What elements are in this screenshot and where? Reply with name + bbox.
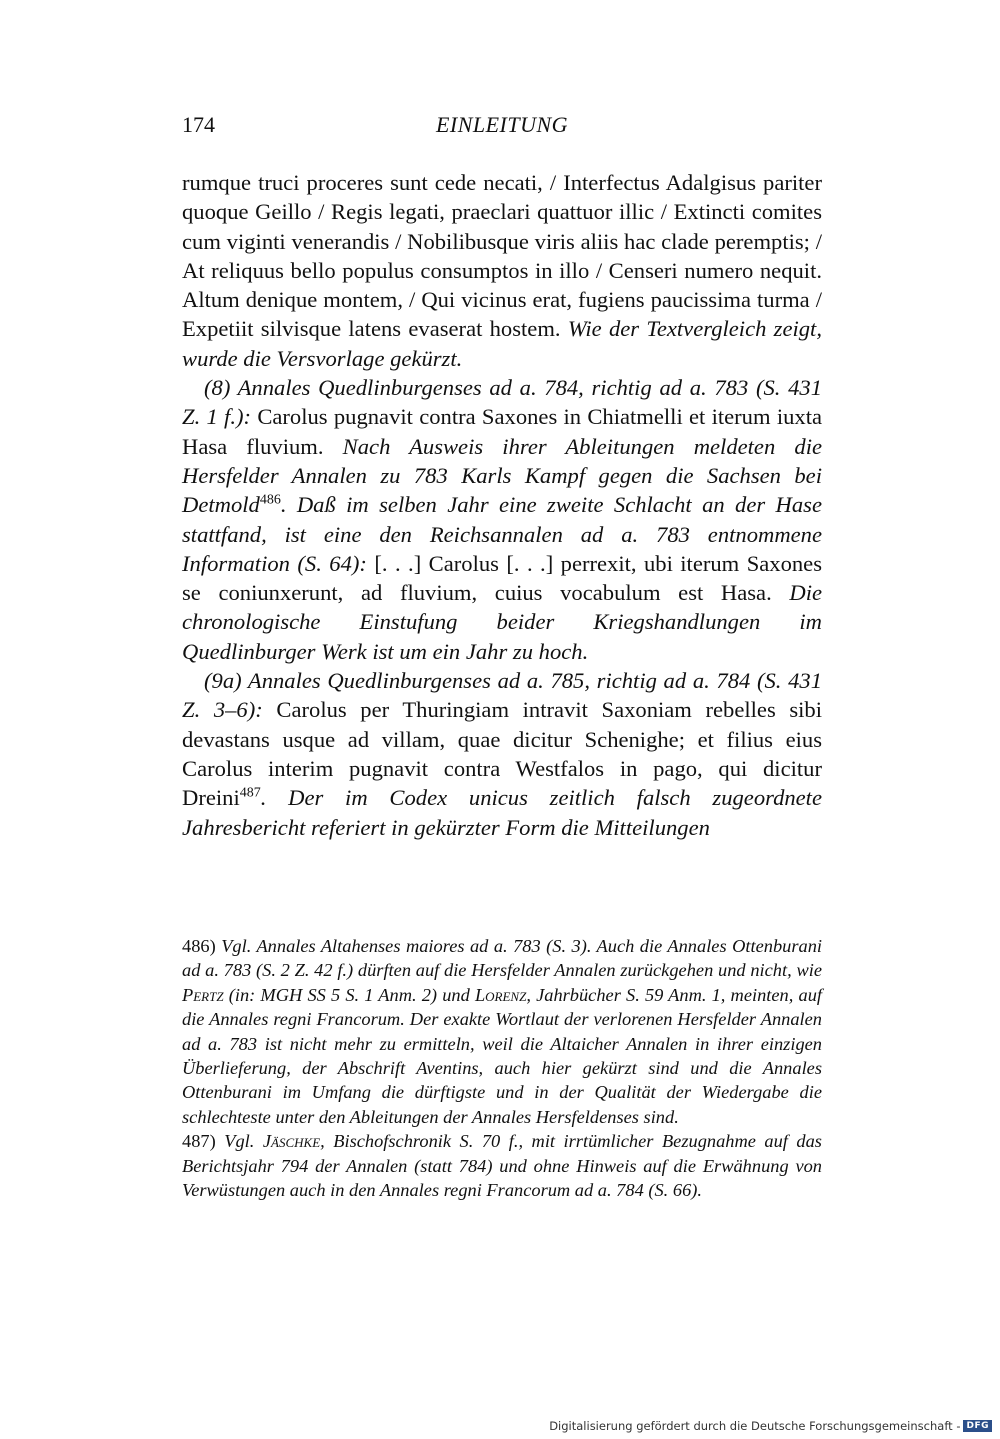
author-name: Lorenz	[474, 984, 527, 1005]
credit-text: Digitalisierung gefördert durch die Deutsche Forschungsgemeinschaft -	[549, 1419, 961, 1433]
footnote-number: 486)	[182, 936, 216, 956]
digitization-credit	[549, 1419, 992, 1433]
entry-label: (8) Annales Quedlinburgenses ad a. 784, richtig ad a. 783 (S. 431 Z. 1 f.):	[182, 375, 822, 430]
footnote-486	[182, 934, 822, 1129]
latin-quote: Carolus per Thuringiam intravit Saxoniam rebelles sibi devastans usque ad villam, quae dicitur Schenighe; et filius eius Carolus interim pugnavit contra Westfalos in pago, qui dicitur Dreini	[182, 697, 822, 811]
footnote-ref-487: 487	[239, 785, 261, 801]
dfg-logo: DFG	[963, 1420, 992, 1432]
latin-quote: [. . .] Carolus [. . .] perrexit, ubi iterum Saxones se coniunxerunt, ad fluvium, cuius vocabulum est Hasa.	[182, 550, 822, 606]
entry-label: (9a) Annales Quedlinburgenses ad a. 785, richtig ad a. 784 (S. 431 Z. 3–6):	[182, 668, 822, 723]
latin-quote: rumque truci proceres sunt cede necati, / Interfectus Adalgisus pariter quoque Geillo / Regis legati, praeclari quattuor illic / Extincti comites cum viginti venerandis / Nobilibusque viris aliis hac clade peremptis; / At reliquus bello populus consumptos in illo / Censeri numero nequit. Altum denique montem, / Qui vicinus erat, fugiens paucissima turma / Expetiit silvisque latens evaserat hostem.	[182, 170, 822, 342]
footnote-487	[182, 1129, 822, 1202]
editor-comment: Die chronologische Einstufung beider Kriegshandlungen im Quedlinburger Werk ist um ein Jahr zu hoch.	[182, 580, 823, 664]
footnote-text: (in: MGH SS 5 S. 1 Anm. 2) und	[228, 984, 470, 1005]
editor-comment: Nach Ausweis ihrer Ableitungen meldeten die Hersfelder Annalen zu 783 Karls Kampf gegen die Sachsen bei Detmold	[182, 433, 822, 518]
main-text	[182, 168, 822, 842]
footnote-number: 487)	[182, 1131, 216, 1152]
paragraph-1	[182, 168, 822, 373]
editor-comment: Wie der Textvergleich zeigt, wurde die Versvorlage gekürzt.	[182, 316, 822, 371]
page-header	[182, 112, 822, 146]
footnote-text: , Bischofschronik S. 70 f., mit irrtümlicher Bezugnahme auf das Berichtsjahr 794 der Annalen (statt 784) und ohne Hinweis auf die Erwähnung von Verwüstungen auch in den Annales regni Francorum ad a. 784 (S. 66).	[182, 1131, 822, 1201]
author-name: Jäschke	[262, 1131, 321, 1152]
footnote-text: Vgl.	[224, 1131, 255, 1152]
editor-comment: . Daß im selben Jahr eine zweite Schlacht an der Hase stattfand, ist eine den Reichsannalen ad a. 783 entnommene Information (S. 64):	[182, 492, 822, 576]
footnotes	[182, 934, 822, 1202]
running-head: EINLEITUNG	[435, 112, 569, 137]
latin-quote: Carolus pugnavit contra Saxones in Chiatmelli et iterum iuxta Hasa fluvium.	[182, 404, 823, 459]
footnote-ref-486: 486	[259, 492, 281, 508]
footnote-text: , Jahrbücher S. 59 Anm. 1, meinten, auf die Annales regni Francorum. Der exakte Wortlaut der verlorenen Hersfelder Annalen ad a. 783 ist nicht mehr zu ermitteln, weil die Altaicher Annalen in ihrer einzigen Überlieferung, der Abschrift Aventins, auch hier gekürzt sind und die Annales Ottenburani im Umfang die dürftigste und in der Qualität der Wiedergabe die schlechteste unter den Ableitungen der Annales Hersfeldenses sind.	[182, 984, 822, 1127]
paragraph-2	[182, 373, 822, 666]
page-number: 174	[182, 112, 215, 137]
editor-comment: . Der im Codex unicus zeitlich falsch zugeordnete Jahresbericht referiert in gekürzter Form die Mitteilungen	[182, 785, 822, 840]
footnote-text: Vgl. Annales Altahenses maiores ad a. 783 (S. 3). Auch die Annales Ottenburani ad a. 783 (S. 2 Z. 42 f.) dürften auf die Hersfelder Annalen zurückgehen und nicht, wie	[182, 936, 822, 981]
paragraph-3	[182, 666, 822, 842]
author-name: Pertz	[182, 984, 224, 1005]
